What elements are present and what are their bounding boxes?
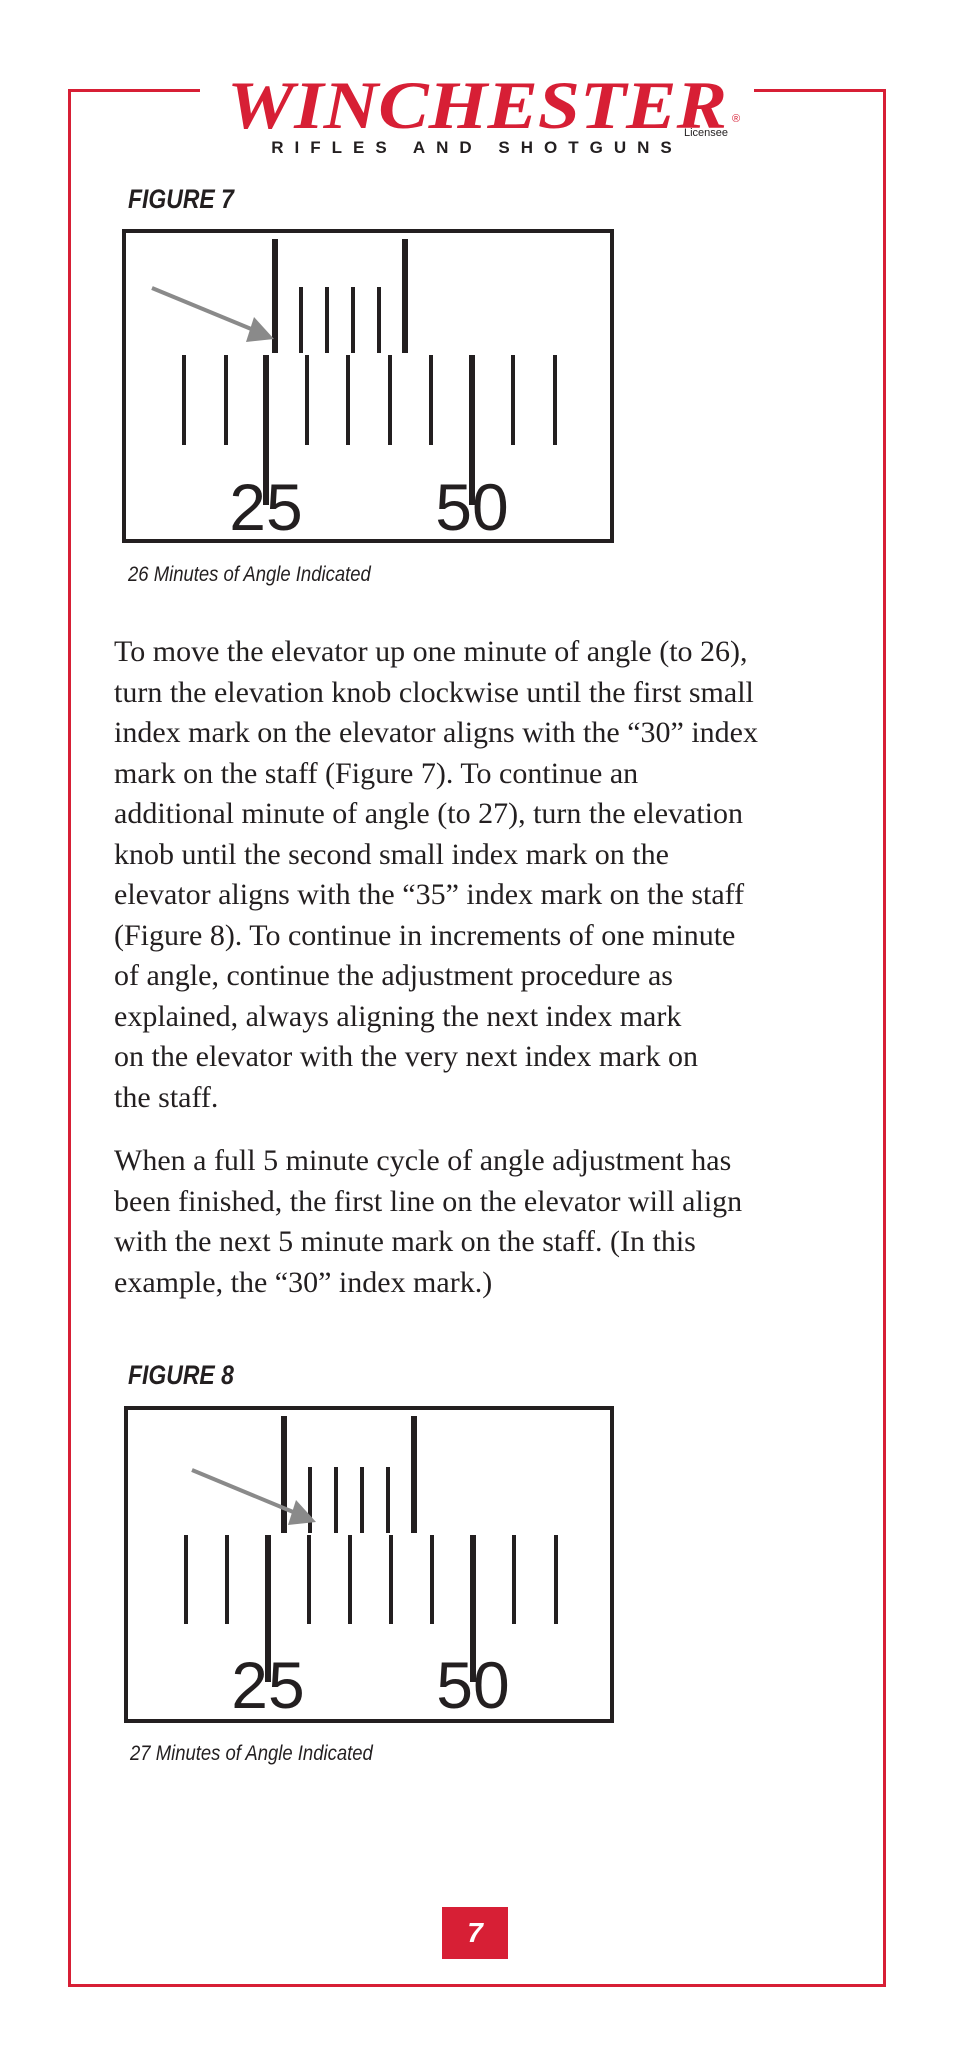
- scale-label-25: 25: [231, 1648, 305, 1719]
- text-line: (Figure 8). To continue in increments of one minute: [114, 918, 736, 952]
- text-line: To move the elevator up one minute of angle (to 26),: [114, 635, 748, 668]
- winchester-logo: [200, 52, 754, 138]
- figure7-scale-svg: [126, 233, 610, 539]
- text-line: additional minute of angle (to 27), turn the elevation: [114, 797, 743, 830]
- instruction-paragraph-2: [114, 1141, 854, 1303]
- pointer-arrow: [192, 1470, 316, 1525]
- scale-label-25: 25: [229, 470, 303, 539]
- text-line: index mark on the elevator aligns with the “30” index: [114, 716, 758, 749]
- text-line: with the next 5 minute mark on the staff. (In this: [114, 1225, 696, 1258]
- licensee-label: Licensee: [683, 127, 728, 138]
- text-line: been finished, the first line on the elevator will align: [114, 1184, 743, 1218]
- text-line: When a full 5 minute cycle of angle adjustment has: [114, 1144, 732, 1177]
- text-line: elevator aligns with the “35” index mark on the staff: [114, 878, 745, 911]
- brand-header: [200, 52, 754, 164]
- figure8-title: FIGURE 8: [128, 1360, 234, 1390]
- figure8-caption: 27 Minutes of Angle Indicated: [130, 1742, 373, 1765]
- text-line: example, the “30” index mark.): [114, 1265, 493, 1299]
- figure8-diagram: [124, 1406, 614, 1723]
- text-line: explained, always aligning the next index mark: [114, 999, 682, 1033]
- scale-label-50: 50: [436, 1648, 510, 1719]
- registered-mark: ®: [732, 113, 741, 125]
- scale-label-50: 50: [435, 470, 509, 539]
- text-line: mark on the staff (Figure 7). To continue an: [114, 756, 639, 790]
- figure7-diagram: [122, 229, 614, 543]
- text-line: knob until the second small index mark on the: [114, 837, 669, 871]
- text-line: the staff.: [114, 1080, 219, 1114]
- instruction-paragraph-1: [114, 632, 854, 1118]
- text-line: of angle, continue the adjustment procedure as: [114, 959, 673, 992]
- logo-text: WINCHESTER: [227, 67, 727, 138]
- pointer-arrow: [152, 288, 274, 342]
- page-number: 7: [442, 1907, 508, 1959]
- elevator-marks: [275, 239, 405, 353]
- text-line: turn the elevation knob clockwise until the first small: [114, 675, 754, 709]
- figure7-caption: 26 Minutes of Angle Indicated: [128, 563, 371, 586]
- figure7-title: FIGURE 7: [128, 184, 234, 214]
- brand-tagline: RIFLES AND SHOTGUNS: [271, 138, 683, 157]
- figure8-scale-svg: [128, 1410, 610, 1719]
- text-line: on the elevator with the very next index mark on: [114, 1040, 698, 1073]
